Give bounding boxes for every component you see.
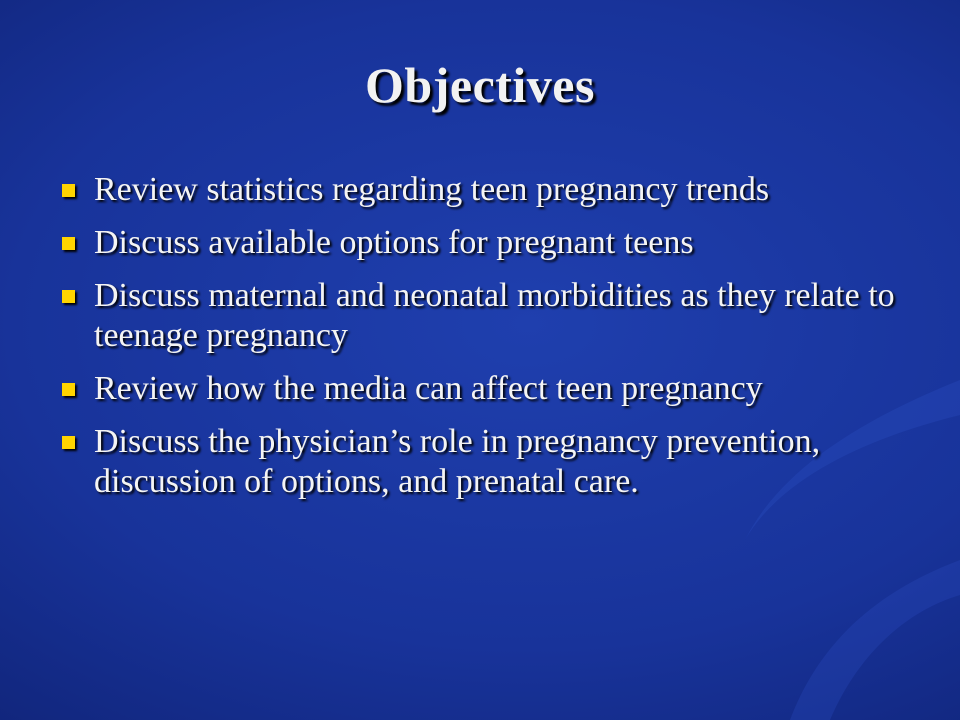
square-bullet-icon bbox=[62, 237, 75, 250]
bullet-item bbox=[60, 223, 920, 263]
objectives-list bbox=[60, 170, 920, 515]
bullet-text: Discuss available options for pregnant teens bbox=[94, 224, 694, 261]
bullet-item bbox=[60, 276, 920, 356]
square-bullet-icon bbox=[62, 184, 75, 197]
bullet-item bbox=[60, 170, 920, 210]
bullet-text: Discuss maternal and neonatal morbidities as they relate to teenage pregnancy bbox=[94, 277, 895, 354]
slide-title: Objectives bbox=[365, 57, 595, 113]
bullet-text: Review statistics regarding teen pregnancy trends bbox=[94, 171, 770, 208]
square-bullet-icon bbox=[62, 290, 75, 303]
square-bullet-icon bbox=[62, 436, 75, 449]
bullet-item bbox=[60, 422, 920, 502]
bullet-text: Discuss the physician’s role in pregnancy prevention, discussion of options, and prenatal care. bbox=[94, 423, 821, 500]
square-bullet-icon bbox=[62, 383, 75, 396]
bullet-text: Review how the media can affect teen pregnancy bbox=[94, 370, 763, 407]
bullet-item bbox=[60, 369, 920, 409]
